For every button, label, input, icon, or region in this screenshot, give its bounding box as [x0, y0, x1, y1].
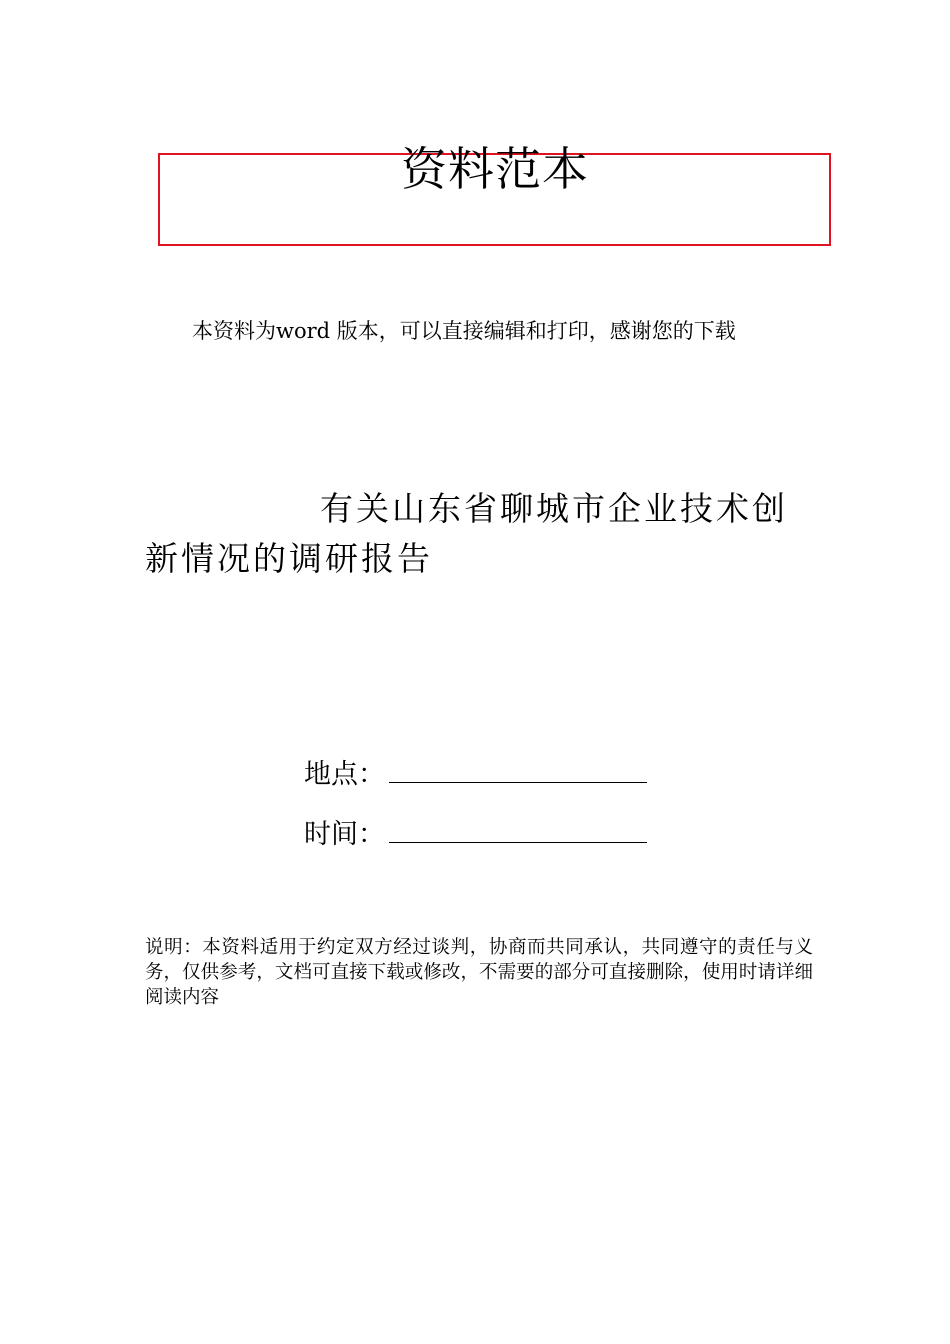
download-notice: 本资料为word 版本，可以直接编辑和打印，感谢您的下载	[192, 319, 736, 343]
time-blank-line	[389, 818, 647, 843]
time-field	[304, 817, 647, 853]
banner-title: 资料范本	[401, 142, 589, 196]
location-label: 地点：	[304, 759, 385, 790]
usage-note: 说明：本资料适用于约定双方经过谈判，协商而共同承认，共同遵守的责任与义务，仅供参考，文档可直接下载或修改，不需要的部分可直接删除，使用时请详细阅读内容	[145, 937, 813, 1008]
location-field	[304, 757, 647, 793]
time-label: 时间：	[304, 819, 385, 850]
location-blank-line	[389, 758, 647, 783]
report-title: 有关山东省聊城市企业技术创新情况的调研报告	[145, 489, 788, 578]
